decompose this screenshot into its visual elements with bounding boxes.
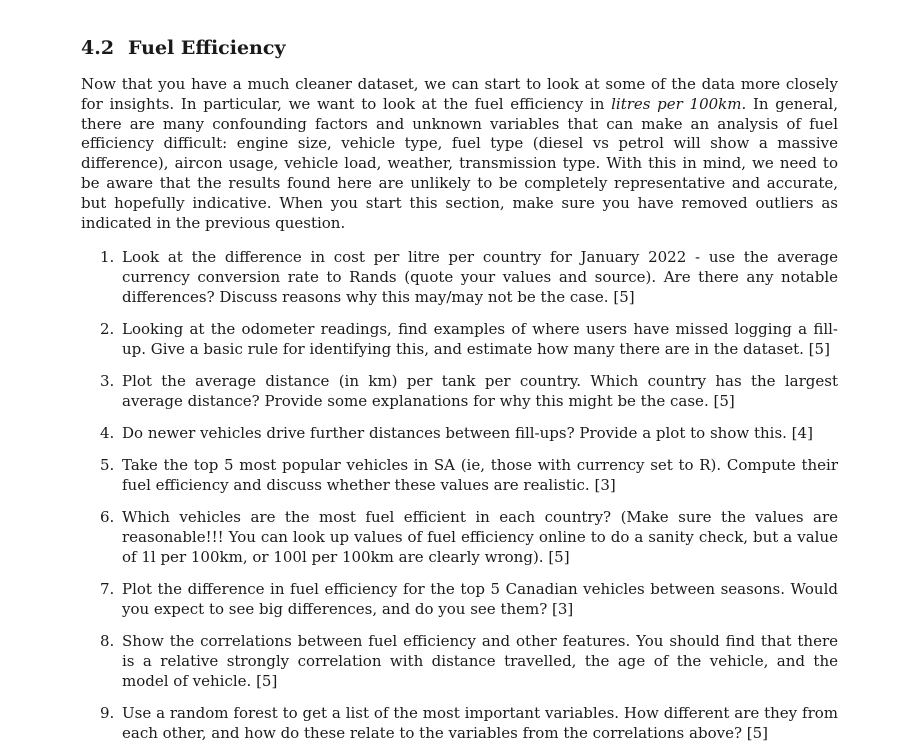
question-number: 2. — [100, 320, 115, 339]
question-text: Look at the difference in cost per litre per country for January 2022 - use the average currency conversion rate to Rands (quote your values and source). Are there any notable differences? Discuss reasons why this may/may not be the case. [5] — [122, 248, 838, 306]
question-number: 4. — [100, 424, 115, 443]
question-number: 9. — [100, 703, 115, 722]
intro-emphasis: litres per 100km — [611, 94, 742, 113]
question-number: 1. — [100, 248, 115, 267]
question-text: Looking at the odometer readings, find examples of where users have missed logging a fill-up. Give a basic rule for identifying this, and estimate how many there are in the dataset. [5] — [122, 320, 838, 358]
question-item — [81, 320, 838, 360]
question-number: 3. — [100, 372, 115, 391]
question-item — [81, 632, 838, 691]
question-text: Which vehicles are the most fuel efficient in each country? (Make sure the values are reasonable!!! You can look up values of fuel efficiency online to do a sanity check, but a value of 1l per 100km, or 100l per 100km are clearly wrong). [5] — [122, 508, 838, 566]
question-text: Plot the difference in fuel efficiency for the top 5 Canadian vehicles between seasons. Would you expect to see big differences, and do you see them? [3] — [122, 580, 838, 618]
section-title: Fuel Efficiency — [128, 37, 286, 59]
question-text: Plot the average distance (in km) per tank per country. Which country has the largest average distance? Provide some explanations for why this might be the case. [5] — [122, 372, 838, 410]
intro-paragraph — [81, 75, 838, 233]
intro-text-start: Now that you have a much cleaner dataset, we can start to look at some of the data more closely for insights. In particular, we want to look at the fuel efficiency in — [81, 75, 838, 113]
question-item — [81, 580, 838, 620]
question-number: 8. — [100, 632, 115, 651]
section-heading — [81, 34, 838, 62]
question-text: Use a random forest to get a list of the most important variables. How different are they from each other, and how do these relate to the variables from the correlations above? [5] — [122, 703, 838, 742]
question-text: Show the correlations between fuel efficiency and other features. You should find that there is a relative strongly correlation with distance travelled, the age of the vehicle, and the model of vehicle. [5] — [122, 632, 838, 690]
intro-text-end: . In general, there are many confounding factors and unknown variables that can make an analysis of fuel efficiency difficult: engine size, vehicle type, fuel type (diesel vs petrol will show a massive difference), aircon usage, vehicle load, weather, transmission type. With this in mind, we need to be aware that the results found here are unlikely to be completely representative and accurate, but hopefully indicative. When you start this section, make sure you have removed outliers as indicated in the previous question. — [81, 94, 838, 232]
question-text: Take the top 5 most popular vehicles in SA (ie, those with currency set to R). Compute their fuel efficiency and discuss whether these values are realistic. [3] — [122, 456, 838, 495]
question-text: Do newer vehicles drive further distances between fill-ups? Provide a plot to show this. [4] — [122, 424, 813, 443]
question-item — [81, 456, 838, 496]
question-list — [81, 248, 838, 743]
question-number: 7. — [100, 580, 115, 599]
section-number: 4.2 — [81, 37, 115, 59]
document-page — [81, 34, 838, 756]
question-item — [81, 424, 838, 444]
question-item — [81, 508, 838, 567]
question-item — [81, 248, 838, 307]
question-item — [81, 372, 838, 412]
question-item — [81, 704, 838, 744]
question-number: 6. — [100, 508, 115, 527]
question-number: 5. — [100, 456, 115, 475]
